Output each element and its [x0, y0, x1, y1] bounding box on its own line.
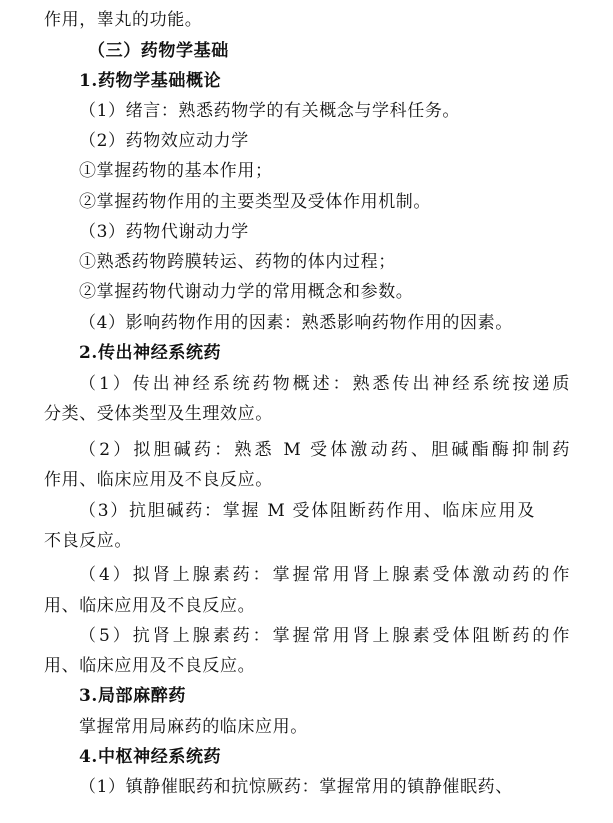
text-line: ②掌握药物代谢动力学的常用概念和参数。 [79, 282, 414, 302]
text-line: ①熟悉药物跨膜转运、药物的体内过程； [79, 252, 396, 272]
subsection-heading: 3.局部麻醉药 [79, 686, 186, 706]
text-line: （4）拟肾上腺素药：掌握常用肾上腺素受体激动药的作 [79, 565, 570, 585]
text-line: （1）传出神经系统药物概述：熟悉传出神经系统按递质 [79, 374, 570, 394]
text-line: 掌握常用局麻药的临床应用。 [79, 717, 308, 737]
subsection-heading: 1.药物学基础概论 [79, 71, 222, 91]
text-line-continuation: 作用，睾丸的功能。 [44, 10, 203, 30]
text-line: ②掌握药物作用的主要类型及受体作用机制。 [79, 192, 431, 212]
text-line: ①掌握药物的基本作用； [79, 161, 273, 181]
text-line: （1）镇静催眠药和抗惊厥药：掌握常用的镇静催眠药、 [79, 777, 513, 797]
text-line: （2）拟胆碱药：熟悉 M 受体激动药、胆碱酯酶抑制药 [79, 440, 570, 460]
text-line-continuation: 用、临床应用及不良反应。 [44, 656, 256, 676]
text-line-continuation: 作用、临床应用及不良反应。 [44, 470, 273, 490]
text-line-continuation: 分类、受体类型及生理效应。 [44, 404, 273, 424]
text-line: （5）抗肾上腺素药：掌握常用肾上腺素受体阻断药的作 [79, 626, 570, 646]
text-line: （1）绪言：熟悉药物学的有关概念与学科任务。 [79, 101, 461, 121]
subsection-heading: 2.传出神经系统药 [79, 343, 222, 363]
text-line: （4）影响药物作用的因素：熟悉影响药物作用的因素。 [79, 313, 513, 333]
text-line: （2）药物效应动力学 [79, 131, 249, 151]
text-line: （3）抗胆碱药：掌握 M 受体阻断药作用、临床应用及 [79, 501, 535, 521]
subsection-heading: 4.中枢神经系统药 [79, 747, 222, 767]
text-line-continuation: 用、临床应用及不良反应。 [44, 596, 256, 616]
section-heading: （三）药物学基础 [88, 41, 229, 61]
text-line-continuation: 不良反应。 [44, 531, 132, 551]
text-line: （3）药物代谢动力学 [79, 222, 249, 242]
